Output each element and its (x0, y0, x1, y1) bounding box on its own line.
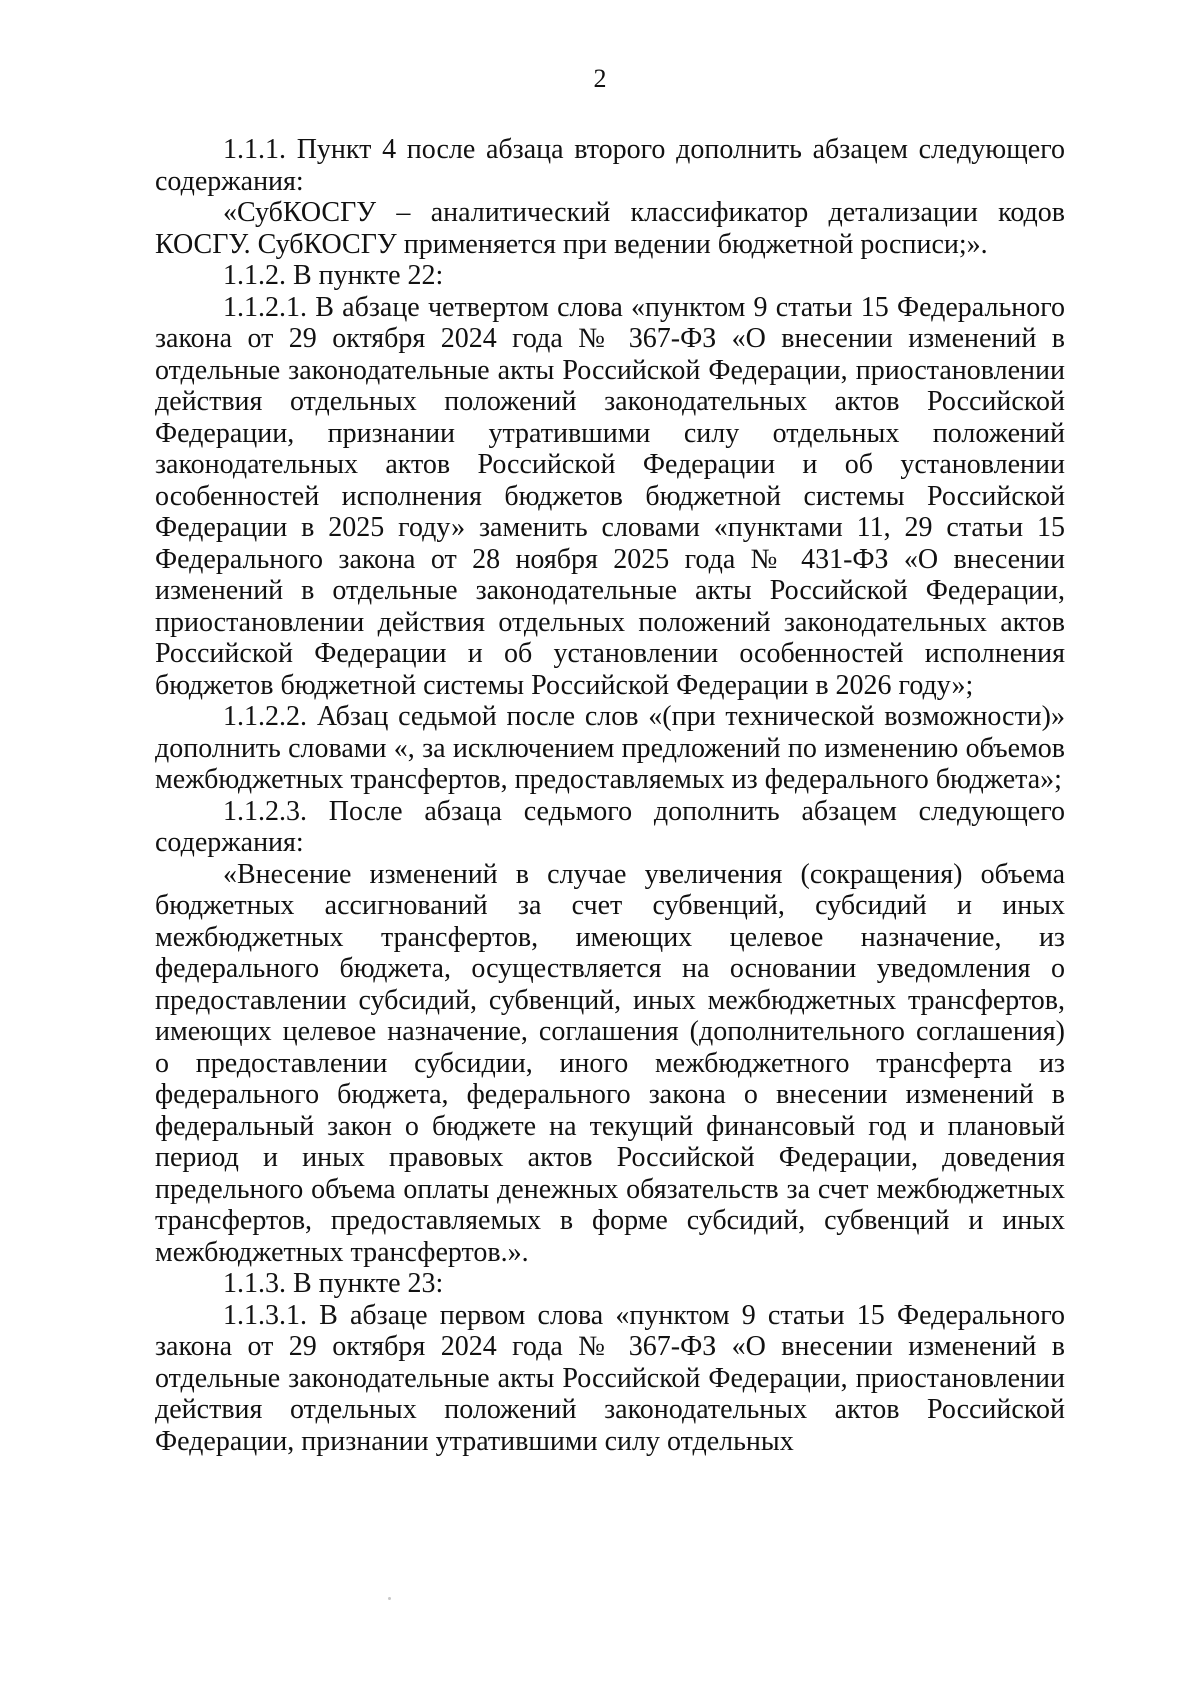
page-number: 2 (593, 64, 607, 93)
paragraph-subkosgu-definition: «СубКОСГУ – аналитический классификатор детализации кодов КОСГУ. СубКОСГУ применяется при ведении бюджетной росписи;». (155, 197, 1065, 260)
paragraph-1-1-2-1: 1.1.2.1. В абзаце четвертом слова «пунктом 9 статьи 15 Федерального закона от 29 октября 2024 года № 367-ФЗ «О внесении изменений в отдельные законодательные акты Российской Федерации, приостановлении действия отдельных положений законодательных актов Российской Федерации, признании утратившими силу отдельных положений законодательных актов Российской Федерации и об установлении особенностей исполнения бюджетов бюджетной системы Российской Федерации в 2025 году» заменить словами «пунктами 11, 29 статьи 15 Федерального закона от 28 ноября 2025 года № 431-ФЗ «О внесении изменений в отдельные законодательные акты Российской Федерации, приостановлении действия отдельных положений законодательных актов Российской Федерации и об установлении особенностей исполнения бюджетов бюджетной системы Российской Федерации в 2026 году»; (155, 291, 1065, 701)
paragraph-1-1-1: 1.1.1. Пункт 4 после абзаца второго дополнить абзацем следующего содержания: (155, 134, 1065, 197)
scan-speck (388, 1597, 391, 1600)
paragraph-1-1-2: 1.1.2. В пункте 22: (223, 260, 444, 291)
paragraph-1-1-2-2: 1.1.2.2. Абзац седьмой после слов «(при технической возможности)» дополнить словами «, за исключением предложений по изменению объемов межбюджетных трансфертов, предоставляемых из федерального бюджета»; (155, 701, 1065, 795)
paragraph-inserted-text: «Внесение изменений в случае увеличения (сокращения) объема бюджетных ассигнований за счет субвенций, субсидий и иных межбюджетных трансфертов, имеющих целевое назначение, из федерального бюджета, осуществляется на основании уведомления о предоставлении субсидий, субвенций, иных межбюджетных трансфертов, имеющих целевое назначение, соглашения (дополнительного соглашения) о предоставлении субсидии, иного межбюджетного трансферта из федерального бюджета, федерального закона о внесении изменений в федеральный закон о бюджете на текущий финансовый год и плановый период и иных правовых актов Российской Федерации, доведения предельного объема оплаты денежных обязательств за счет межбюджетных трансфертов, предоставляемых в форме субсидий, субвенций и иных межбюджетных трансфертов.». (155, 858, 1065, 1268)
paragraph-1-1-2-3: 1.1.2.3. После абзаца седьмого дополнить абзацем следующего содержания: (155, 795, 1065, 858)
paragraph-1-1-3: 1.1.3. В пункте 23: (223, 1268, 444, 1299)
document-body (155, 134, 1065, 1457)
paragraph-1-1-3-1: 1.1.3.1. В абзаце первом слова «пунктом 9 статьи 15 Федерального закона от 29 октября 2024 года № 367-ФЗ «О внесении изменений в отдельные законодательные акты Российской Федерации, приостановлении действия отдельных положений законодательных актов Российской Федерации, признании утратившими силу отдельных (155, 1299, 1065, 1457)
